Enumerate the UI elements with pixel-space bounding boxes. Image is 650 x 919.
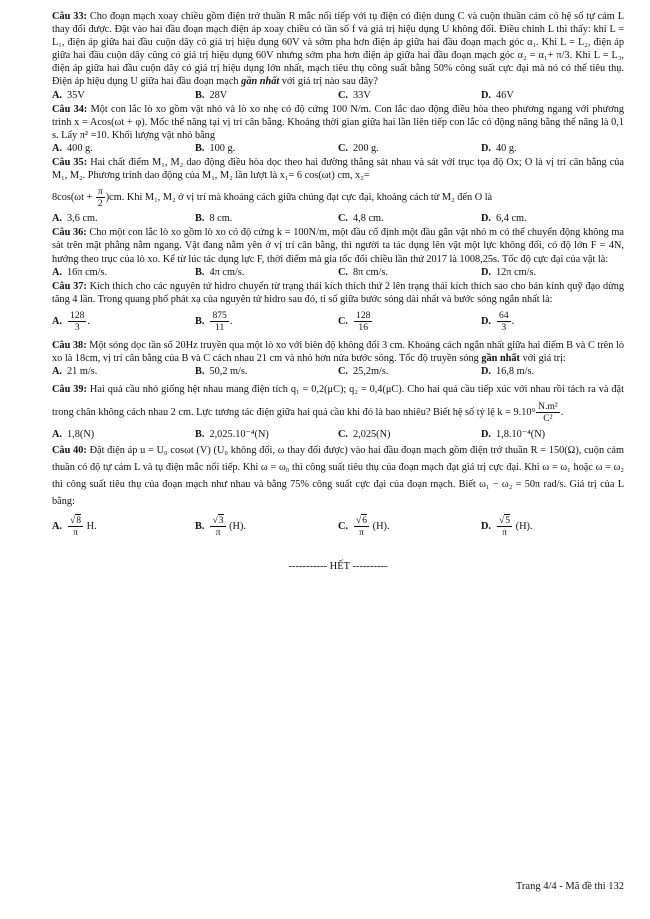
fraction: $\frac{\pi}{2}$ [97, 186, 103, 210]
option-b[interactable]: B. $\frac{875}{11}$ . [195, 310, 233, 334]
question-number: Câu 38: [52, 339, 87, 351]
question-number: Câu 35: [52, 157, 88, 169]
fraction: $\frac{√8}{\pi}$ [70, 514, 82, 538]
option-d[interactable]: D. 12π cm/s. [481, 266, 537, 278]
question-number: Câu 39: [52, 384, 87, 396]
question-text-line2: 8cos(ωt + $\frac{\pi}{2}$ )cm. Khi M₁, M₂ ở vị trí mà khoảng cách giữa chúng đạt cực đại, khoảng cách từ M₂ đến O là [52, 186, 493, 210]
answer-options [52, 142, 624, 155]
option-b[interactable]: B. 2,025.10⁻⁴(N) [195, 429, 269, 441]
option-c[interactable]: C. 33V [338, 89, 371, 101]
page-footer: Trang 4/4 - Mã đề thi 132 [515, 881, 624, 892]
option-d[interactable]: D. 6,4 cm. [481, 213, 527, 225]
question-34 [52, 103, 624, 155]
option-a[interactable]: A. $\frac{128}{3}$ . [52, 310, 90, 334]
option-c[interactable]: C. 8π cm/s. [338, 266, 388, 278]
question-text: Câu 39: Hai quả cầu nhỏ giống hệt nhau mang điện tích q₁ = 0,2(μC); q₂ = 0,4(μC). Cho hai quả cầu tiếp xúc với nhau rồi tách ra và đặt trong chân không cách nhau 2 cm. Lực tương tác điện giữa hai quả cầu khi đó là bao nhiêu? Biết hệ số tỷ lệ k = 9.10⁹ $\frac{\text{N.m²}}{\text{C²}}$ . [52, 384, 624, 425]
answer-options [52, 365, 624, 378]
answer-options [52, 510, 624, 542]
question-35 [52, 156, 624, 225]
answer-options [52, 306, 624, 338]
question-number: Câu 33: [52, 11, 87, 22]
answer-options [52, 212, 624, 225]
option-a[interactable]: A. 400 g. [52, 142, 93, 154]
fraction: $\frac{\text{N.m²}}{\text{C²}}$ [538, 401, 558, 425]
question-36 [52, 226, 624, 278]
fraction: $\frac{128}{3}$ [70, 310, 85, 334]
question-40 [52, 442, 624, 542]
option-b[interactable]: B. 28V [195, 89, 228, 101]
question-38 [52, 339, 624, 378]
emphasis: gần nhất [481, 352, 520, 364]
question-39 [52, 379, 624, 441]
question-text: Câu 34: Một con lắc lò xo gồm vật nhỏ và lò xo nhẹ có độ cứng 100 N/m. Con lắc dao động điều hòa theo phương ngang với phương trình x = Acos(ωt + φ). Mốc thế năng tại vị trí cân bằng. Khoảng thời gian giữa hai lần liên tiếp con lắc có động năng bằng thế năng là 0,1 s. Lấy π² =10. Khối lượng vật nhỏ bằng [52, 103, 624, 141]
exam-page [52, 10, 624, 573]
option-c[interactable]: C. $\frac{128}{16}$ [338, 310, 371, 334]
end-marker: ----------- HẾT ---------- [288, 561, 388, 573]
question-37 [52, 280, 624, 338]
answer-options [52, 428, 624, 441]
fraction: $\frac{875}{11}$ [212, 310, 227, 334]
option-c[interactable]: C. 2,025(N) [338, 429, 391, 441]
question-text: Câu 37: Kích thích cho các nguyên tử hidro chuyển từ trạng thái kích thích thứ 2 lên trạng thái kích thích sao cho bán kính quỹ đạo dừng tăng 4 lần. Trong quang phổ phát xạ của nguyên tử hidro sau đó, tỉ số giữa bước sóng dài nhất và bước sóng ngắn nhất là: [52, 280, 624, 305]
question-number: Câu 37: [52, 280, 87, 292]
question-text: Câu 35: Hai chất điểm M₁, M₂ dao động điều hòa dọc theo hai đường thẳng sát nhau và sát với trục tọa độ Ox; O là vị trí cân bằng của M₁, M₂. Phương trình dao động của M₁, M₂ lần lượt là x₁= 6 cos(ωt) cm, x₂= [52, 157, 624, 182]
question-text: Câu 38: Một sóng dọc tần số 20Hz truyền qua một lò xo với biên độ không đổi 3 cm. Khoảng cách ngắn nhất giữa hai điểm B và C trên lò xo là 18cm, vị trí cân bằng của B và C cách nhau 21 cm và nhỏ hơn nửa bước sóng. Tốc độ truyền sóng gần nhất với giá trị: [52, 339, 625, 364]
question-text: Câu 33: Cho đoạn mạch xoay chiều gồm điện trở thuần R mắc nối tiếp với tụ điện có điện dung C và cuộn thuần cảm có hệ số tự cảm L thay đổi được. Đặt vào hai đầu đoạn mạch điện áp xoay chiều có tần số f và giá trị hiệu dụng U không đổi. Điều chỉnh L thì thấy: khi L = L₁, điện áp giữa hai đầu cuộn dây có giá trị hiệu dụng 60V và sớm pha hơn điện áp giữa hai đầu đoạn mạch góc α₁. Khi L = L₂, điện áp giữa hai đầu cuộn dây cũng có giá trị hiệu dụng 60V nhưng sớm pha hơn điện áp giữa hai đầu đoạn mạch góc α₂ = α₁+ π/3. Khi L = L₃, điện áp giữa hai đầu cuộn dây có giá trị hiệu dụng lớn nhất, mạch tiêu thụ công suất bằng 50% công suất cực đại mà nó có thể tiêu thụ. Điện áp hiệu dụng U giữa hai đầu đoạn mạch gần nhất với giá trị nào sau đây? [52, 11, 624, 88]
option-c[interactable]: C. 25,2m/s. [338, 366, 389, 378]
option-d[interactable]: D. 16,8 m/s. [481, 366, 535, 378]
question-text: Câu 40: Đặt điện áp u = U₀ cosωt (V) (U₀ không đổi, ω thay đổi được) vào hai đầu đoạn mạch gồm điện trở thuần R = 150(Ω), cuộn cảm thuần có độ tự cảm L và tụ điện mắc nối tiếp. Khi ω = ω₀ thì công suất tiêu thụ của đoạn mạch đạt giá trị cực đại. Khi ω = ω₁ hoặc ω = ω₂ thì công suất tiêu thụ của đoạn mạch như nhau và bằng 75% công suất cực đại của đoạn mạch. Biết ω₁ − ω₂ = 50π rad/s. Giá trị của L bằng: [52, 445, 624, 508]
question-number: Câu 34: [52, 103, 88, 115]
answer-options [52, 89, 624, 102]
option-a[interactable]: A. 16π cm/s. [52, 266, 108, 278]
option-d[interactable]: D. $\frac{64}{3}$ . [481, 310, 515, 334]
question-number: Câu 40: [52, 445, 87, 457]
option-a[interactable]: A. 35V [52, 89, 85, 101]
option-a[interactable]: A. $\frac{√8}{\pi}$ H. [52, 514, 97, 538]
option-b[interactable]: B. $\frac{√3}{\pi}$ (H). [195, 514, 246, 538]
option-d[interactable]: D. 1,8.10⁻⁴(N) [481, 429, 546, 441]
emphasis: gần nhất [241, 76, 280, 88]
option-b[interactable]: B. 50,2 m/s. [195, 366, 248, 378]
fraction: $\frac{√3}{\pi}$ [212, 514, 224, 538]
question-33 [52, 10, 624, 102]
option-d[interactable]: D. 40 g. [481, 142, 517, 154]
answer-options [52, 266, 624, 279]
option-c[interactable]: C. 200 g. [338, 142, 379, 154]
option-a[interactable]: A. 3,6 cm. [52, 213, 98, 225]
question-number: Câu 36: [52, 227, 87, 239]
option-d[interactable]: D. $\frac{√5}{\pi}$ (H). [481, 514, 533, 538]
option-a[interactable]: A. 21 m/s. [52, 366, 98, 378]
fraction: $\frac{128}{16}$ [356, 310, 371, 334]
option-b[interactable]: B. 8 cm. [195, 213, 233, 225]
option-d[interactable]: D. 46V [481, 89, 514, 101]
fraction: $\frac{√6}{\pi}$ [356, 514, 368, 538]
option-b[interactable]: B. 100 g. [195, 142, 236, 154]
option-c[interactable]: C. 4,8 cm. [338, 213, 384, 225]
option-a[interactable]: A. 1,8(N) [52, 429, 95, 441]
option-c[interactable]: C. $\frac{√6}{\pi}$ (H). [338, 514, 390, 538]
option-b[interactable]: B. 4π cm/s. [195, 266, 245, 278]
fraction: $\frac{√5}{\pi}$ [499, 514, 511, 538]
question-text: Câu 36: Cho một con lắc lò xo gồm lò xo có độ cứng k = 100N/m, một đầu cố định một đầu gắn vật nhỏ m có thể chuyển động không ma sát trên mặt phẳng nằm ngang. Vật đang nằm yên ở vị trí cân bằng, thì người ta tác dụng lên vật một lực không đổi, có độ lớn F = 4N, hướng theo trục của lò xo. Kể từ lúc tác dụng lực F, thời điểm mà gia tốc đổi chiều lần thứ 2017 là 1008,25s. Tốc độ cực đại của vật là: [52, 227, 624, 265]
fraction: $\frac{64}{3}$ [499, 310, 509, 334]
